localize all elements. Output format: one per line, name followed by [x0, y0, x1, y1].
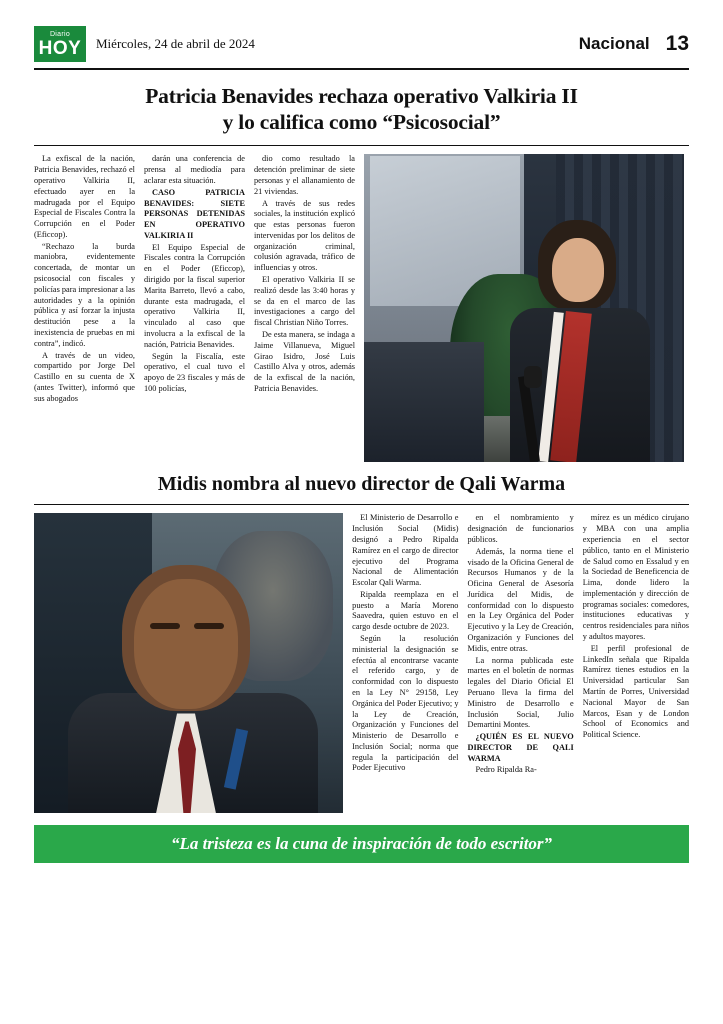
photo2-person-eyebrow-right [194, 623, 224, 629]
paragraph: De esta manera, se indaga a Jaime Villanueva, Miguel Girao Isidro, José Luis Castillo Alva y otros, además de la exfiscal de la nación, Patricia Benavides. [254, 329, 355, 393]
article1-subheading: CASO PATRICIA BENAVIDES: SIETE PERSONAS DETENIDAS EN OPERATIVO VALKIRIA II [144, 187, 245, 240]
paragraph: mírez es un médico cirujano y MBA con una amplia experiencia en el sector público, tanto en el Ministerio de Salud como en Essalud y en la Sociedad de Beneficencia de Lima, donde lidero la implementación y dirección de programas sociales: comedores, instituciones educativas y centros residenciales para niños y adultos mayores. [582, 513, 690, 642]
article2-photo [34, 513, 343, 813]
paragraph: “Rechazo la burda maniobra, evidentemente concertada, de montar un psicosocial con fiscales y policías para impresionar a las autoridades y a la opinión pública y así forzar la injusta destitución pese a la inexistencia de pruebas en mi contra”, indicó. [34, 241, 135, 348]
article1-column-1 [34, 154, 135, 462]
paragraph: Ripalda reemplaza en el puesto a María Moreno Saavedra, quien estuvo en el cargo desde octubre de 2023. [352, 589, 459, 632]
photo-person [486, 212, 666, 462]
footer-quote-text: “La tristeza es la cuna de inspiración de todo escritor” [170, 834, 553, 854]
article1-headline [48, 83, 675, 135]
paragraph: La exfiscal de la nación, Patricia Benavides, rechazó el operativo Valkiria II, efectuado ayer en la madrugada por el Equipo Especial de Fiscales Contra la Corrupción en el Poder (Eficcop). [34, 154, 135, 239]
article2-divider [34, 504, 689, 505]
paragraph: en el nombramiento y designación de funcionarios públicos. [467, 513, 574, 544]
paragraph: Además, la norma tiene el visado de la Oficina General de Recursos Humanos y de la Oficina General de Asesoría Jurídica del Midis, de conformidad con lo dispuesto en la Ley Orgánica del Poder Ejecutivo y la Ley de Creación, Organización y Funciones del Midis, entre otras. [467, 546, 574, 653]
article2-subheading: ¿QUIÉN ES EL NUEVO DIRECTOR DE QALI WARMA [467, 732, 574, 763]
photo2-person-eyebrow-left [150, 623, 180, 629]
paragraph: Según la Fiscalía, este operativo, el cual tuvo el apoyo de 23 fiscales y más de 100 policías, [144, 351, 245, 393]
masthead [34, 26, 689, 70]
paragraph: A través de sus redes sociales, la institución explicó que estas personas fueron intervenidas por los delitos de organización criminal, colusión agravada, tráfico de influencias y otros. [254, 198, 355, 273]
paragraph: La norma publicada este martes en el boletín de normas legales del Diario Oficial El Peruano lleva la firma del Ministro de Desarrollo e Inclusión Social, Julio Demartini Montes. [467, 655, 574, 730]
photo2-person-face [134, 579, 238, 709]
paragraph: El Ministerio de Desarrollo e Inclusión Social (Midis) designó a Pedro Ripalda Ramírez en el cargo de director ejecutivo del Programa Nacional de Alimentación Escolar Qali Warma. [352, 513, 459, 588]
logo-main-text: HOY [38, 37, 82, 59]
article1-column-3 [254, 154, 355, 462]
newspaper-logo [34, 26, 86, 62]
paragraph: dio como resultado la detención preliminar de siete personas y el allanamiento de 21 viviendas. [254, 154, 355, 196]
article1-headline-line1: Patricia Benavides rechaza operativo Valkiria II [145, 84, 578, 108]
masthead-page-number: 13 [665, 32, 689, 55]
masthead-date: Miércoles, 24 de abril de 2024 [96, 36, 255, 51]
paragraph: Según la resolución ministerial la designación se efectúa al encontrarse vacante el referido cargo, y de conformidad con lo dispuesto en la Ley N° 29158, Ley Orgánica del Poder Ejecutivo; y la Ley de Creación, Organización y Funciones del Ministerio de Desarrollo e Inclusión Social; norma que regula la participación del Poder Ejecutivo [352, 634, 459, 773]
paragraph: El Equipo Especial de Fiscales contra la Corrupción en el Poder (Eficcop), dirigido por la fiscal superior Marita Barreto, llevó a cabo, durante esta madrugada, el operativo Valkiria II, vinculado al caso que involucra a la exfiscal de la nación, Patricia Benavides. [144, 242, 245, 349]
paragraph: El perfil profesional de LinkedIn señala que Ripalda Ramírez tienes estudios en la Universidad particular San Martín de Porres, Universidad Nacional Mayor de San Marcos, Esan y de London School of Economics and Political Science. [582, 643, 690, 740]
paragraph: darán una conferencia de prensa al mediodía para aclarar esta situación. [144, 154, 245, 185]
photo-microphone [524, 366, 542, 388]
paragraph: Pedro Ripalda Ra- [475, 765, 537, 775]
article1-column-2 [144, 154, 245, 462]
article2-column-1 [352, 513, 458, 813]
masthead-section: Nacional [578, 34, 650, 53]
photo-person-face [552, 238, 604, 302]
logo-top-text: Diario [49, 30, 71, 38]
photo-podium [364, 342, 484, 462]
article1-body [34, 154, 689, 462]
paragraph: El operativo Valkiria II se realizó desde las 3:40 horas y se da en el marco de las investigaciones a cargo del fiscal Christian Niño Torres. [254, 275, 355, 328]
article1-photo [364, 154, 684, 462]
footer-quote-bar [34, 825, 689, 863]
paragraph: A través de un video, compartido por Jorge Del Castillo en su cuenta de X (antes Twitter), informó que sus abogados [34, 350, 135, 403]
article2-body [34, 513, 689, 813]
article1-headline-line2: y lo califica como “Psicosocial” [222, 110, 501, 135]
article2-column-2 [467, 513, 573, 813]
headline-divider [34, 145, 689, 146]
article2-headline: Midis nombra al nuevo director de Qali Warma [157, 473, 566, 496]
article2-column-3 [583, 513, 689, 813]
